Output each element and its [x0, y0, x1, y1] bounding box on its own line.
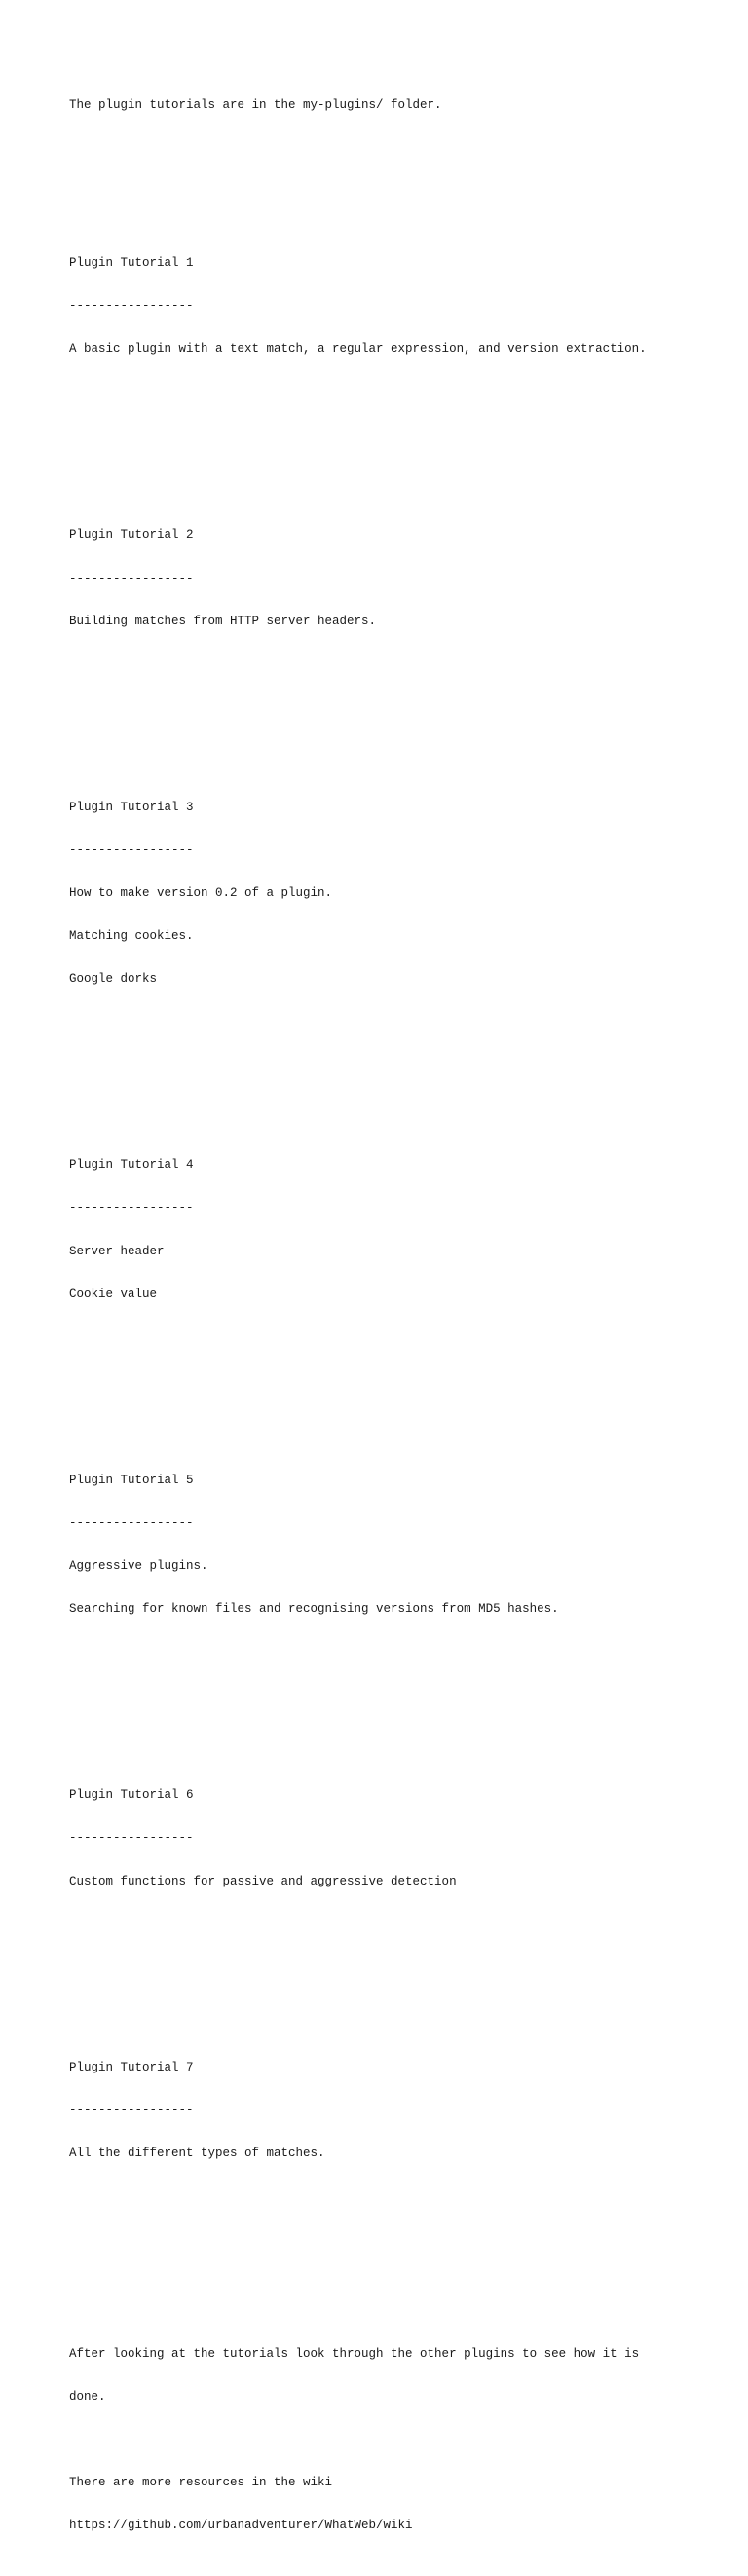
tutorial-title: Plugin Tutorial 4 — [69, 1158, 194, 1173]
tutorial-underline: ----------------- — [69, 1201, 194, 1215]
tutorial-description: A basic plugin with a text match, a regular expression, and version extraction. — [69, 342, 647, 356]
tutorial-description: How to make version 0.2 of a plugin. — [69, 886, 333, 901]
outro-section — [69, 2318, 692, 2561]
tutorial-underline: ----------------- — [69, 1831, 194, 1846]
tutorial-underline: ----------------- — [69, 1515, 194, 1530]
tutorial-description: Custom functions for passive and aggressive detection — [69, 1874, 457, 1888]
tutorial-section-3 — [69, 771, 692, 1015]
tutorial-underline: ----------------- — [69, 571, 194, 585]
tutorial-underline: ----------------- — [69, 842, 194, 857]
outro-text: After looking at the tutorials look through the other plugins to see how it is — [69, 2346, 640, 2361]
tutorial-description: Google dorks — [69, 972, 158, 987]
tutorial-description: Aggressive plugins. — [69, 1559, 208, 1574]
tutorial-description: Matching cookies. — [69, 929, 194, 944]
tutorial-title: Plugin Tutorial 5 — [69, 1473, 194, 1487]
tutorial-description: Searching for known files and recognising versions from MD5 hashes. — [69, 1602, 559, 1617]
tutorial-title: Plugin Tutorial 6 — [69, 1788, 194, 1803]
tutorial-underline: ----------------- — [69, 299, 194, 314]
tutorial-description: All the different types of matches. — [69, 2146, 325, 2160]
document-body — [69, 70, 692, 2576]
tutorial-section-1 — [69, 228, 692, 386]
tutorial-underline: ----------------- — [69, 2103, 194, 2117]
tutorial-description: Cookie value — [69, 1287, 158, 1301]
tutorial-title: Plugin Tutorial 7 — [69, 2060, 194, 2074]
tutorial-title: Plugin Tutorial 3 — [69, 800, 194, 814]
tutorial-section-2 — [69, 500, 692, 657]
tutorial-description: Building matches from HTTP server headers. — [69, 614, 377, 628]
tutorial-section-4 — [69, 1130, 692, 1330]
intro-text: The plugin tutorials are in the my-plugins/ folder. — [69, 98, 442, 113]
tutorial-title: Plugin Tutorial 2 — [69, 528, 194, 542]
tutorial-section-5 — [69, 1444, 692, 1645]
wiki-url: https://github.com/urbanadventurer/WhatWeb/wiki — [69, 2519, 413, 2533]
tutorial-section-7 — [69, 2032, 692, 2189]
outro-text: done. — [69, 2389, 106, 2404]
tutorial-title: Plugin Tutorial 1 — [69, 256, 194, 271]
tutorial-section-6 — [69, 1760, 692, 1918]
resources-text: There are more resources in the wiki — [69, 2475, 333, 2489]
tutorial-description: Server header — [69, 1244, 165, 1258]
